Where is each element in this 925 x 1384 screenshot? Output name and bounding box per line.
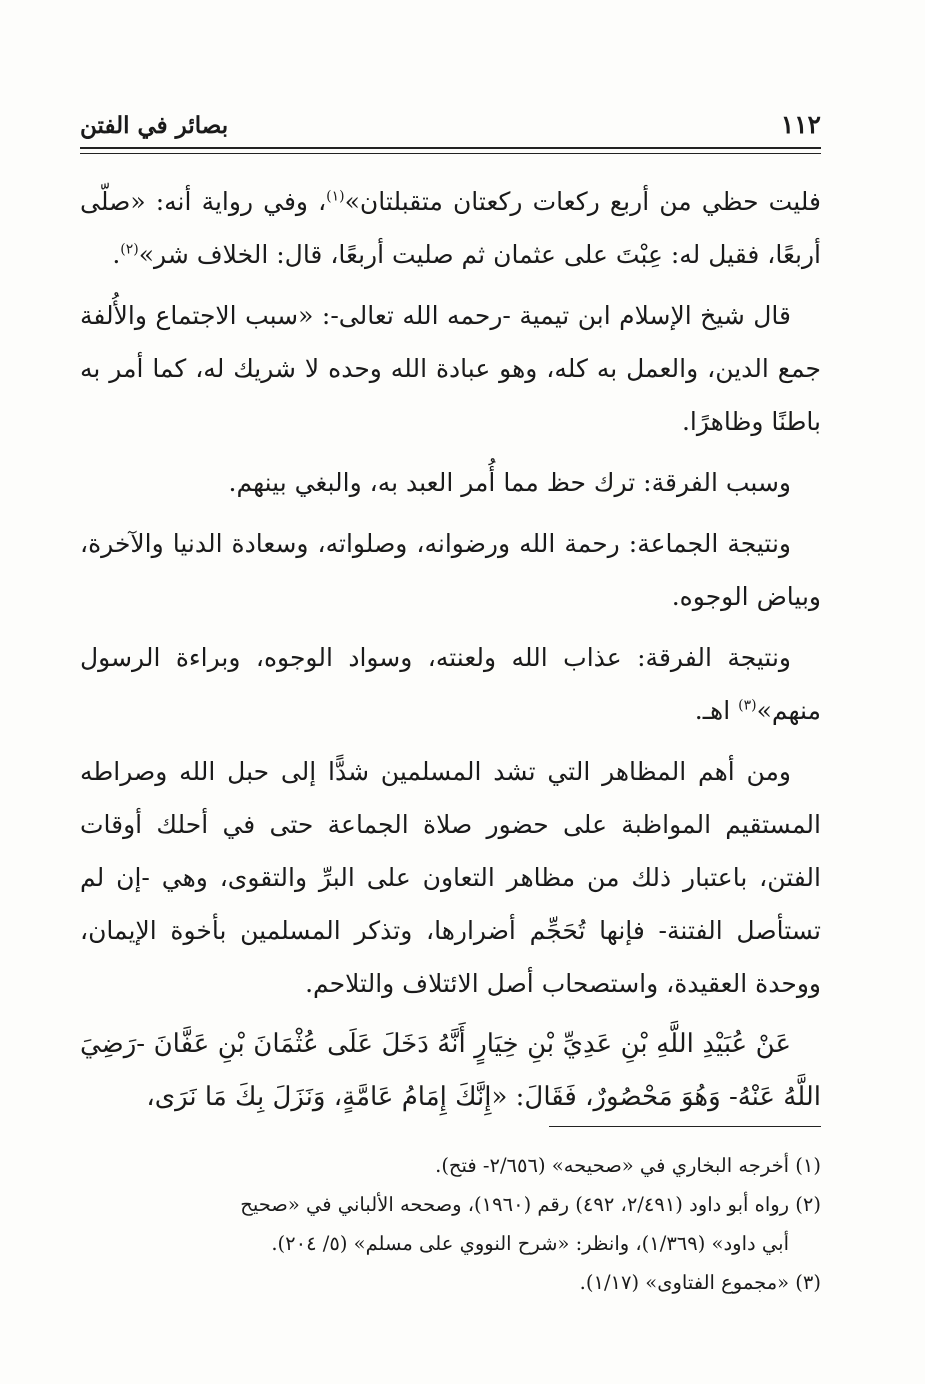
footnote-3: (٣) «مجموع الفتاوى» (١/١٧).	[579, 1271, 821, 1294]
paragraph-1	[80, 175, 821, 281]
paragraph-5-end: اهـ.	[694, 696, 739, 725]
footnote-separator	[549, 1126, 821, 1127]
paragraph-1-text: فليت حظي من أربع ركعات ركعتان متقبلتان»	[344, 187, 821, 216]
book-title: بصائر في الفتن	[80, 112, 229, 139]
paragraph-5	[80, 631, 821, 737]
footnotes	[80, 1147, 821, 1303]
running-header	[80, 108, 821, 148]
header-rule-thin	[80, 153, 821, 154]
footnote-ref-2: (٢)	[120, 241, 139, 258]
paragraph-1-end: .	[112, 240, 121, 269]
footnote-2-continued: أبي داود» (١/٣٦٩)، وانظر: «شرح النووي على مسلم» (٥/ ٢٠٤).	[271, 1232, 789, 1255]
main-text	[80, 175, 821, 1132]
footnote-2: (٢) رواه أبو داود (٢/٤٩١، ٤٩٢) رقم (١٩٦٠)، وصححه الألباني في «صحيح	[240, 1193, 821, 1216]
paragraph-5-text: ونتيجة الفرقة: عذاب الله ولعنته، وسواد الوجوه، وبراءة الرسول منهم»	[80, 643, 821, 725]
paragraph-1-text-2: ، وفي رواية أنه: «صلّى أربعًا، فقيل له: عِبْتَ على عثمان ثم صليت أربعًا، قال: الخلاف شر»	[80, 187, 821, 269]
paragraph-3: وسبب الفرقة: ترك حظ مما أُمر العبد به، والبغي بينهم.	[228, 468, 791, 497]
paragraph-6: ومن أهم المظاهر التي تشد المسلمين شدًّا إلى حبل الله وصراطه المستقيم المواظبة على حضور صلاة الجماعة حتى في أحلك أوقات الفتن، باعتبار ذلك من مظاهر التعاون على البرِّ والتقوى، وهي -إن لم تستأصل الفتنة- فإنها تُحَجِّم أضرارها، وتذكر المسلمين بأخوة الإيمان، ووحدة العقيدة، واستصحاب أصل الائتلاف والتلاحم.	[80, 757, 821, 998]
header-rule-thick	[80, 147, 821, 149]
paragraph-4: ونتيجة الجماعة: رحمة الله ورضوانه، وصلواته، وسعادة الدنيا والآخرة، وبياض الوجوه.	[80, 529, 821, 611]
page-number: ١١٢	[780, 110, 821, 139]
footnote-ref-1: (١)	[326, 188, 345, 205]
footnote-ref-3: (٣)	[738, 697, 757, 714]
footnote-1: (١) أخرجه البخاري في «صحيحه» (٢/٦٥٦- فتح).	[435, 1154, 821, 1177]
paragraph-7-hadith: عَنْ عُبَيْدِ اللَّهِ بْنِ عَدِيِّ بْنِ خِيَارٍ أَنَّهُ دَخَلَ عَلَى عُثْمَانَ بْنِ عَفَّانَ -رَضِيَ اللَّهُ عَنْهُ- وَهُوَ مَحْصُورٌ، فَقَالَ: «إِنَّكَ إِمَامُ عَامَّةٍ، وَنَزَلَ بِكَ مَا نَرَى،	[80, 1029, 821, 1112]
paragraph-2: قال شيخ الإسلام ابن تيمية -رحمه الله تعالى-: «سبب الاجتماع والأُلفة جمع الدين، والعمل به كله، وهو عبادة الله وحده لا شريك له، كما أمر به باطنًا وظاهرًا.	[80, 301, 821, 436]
